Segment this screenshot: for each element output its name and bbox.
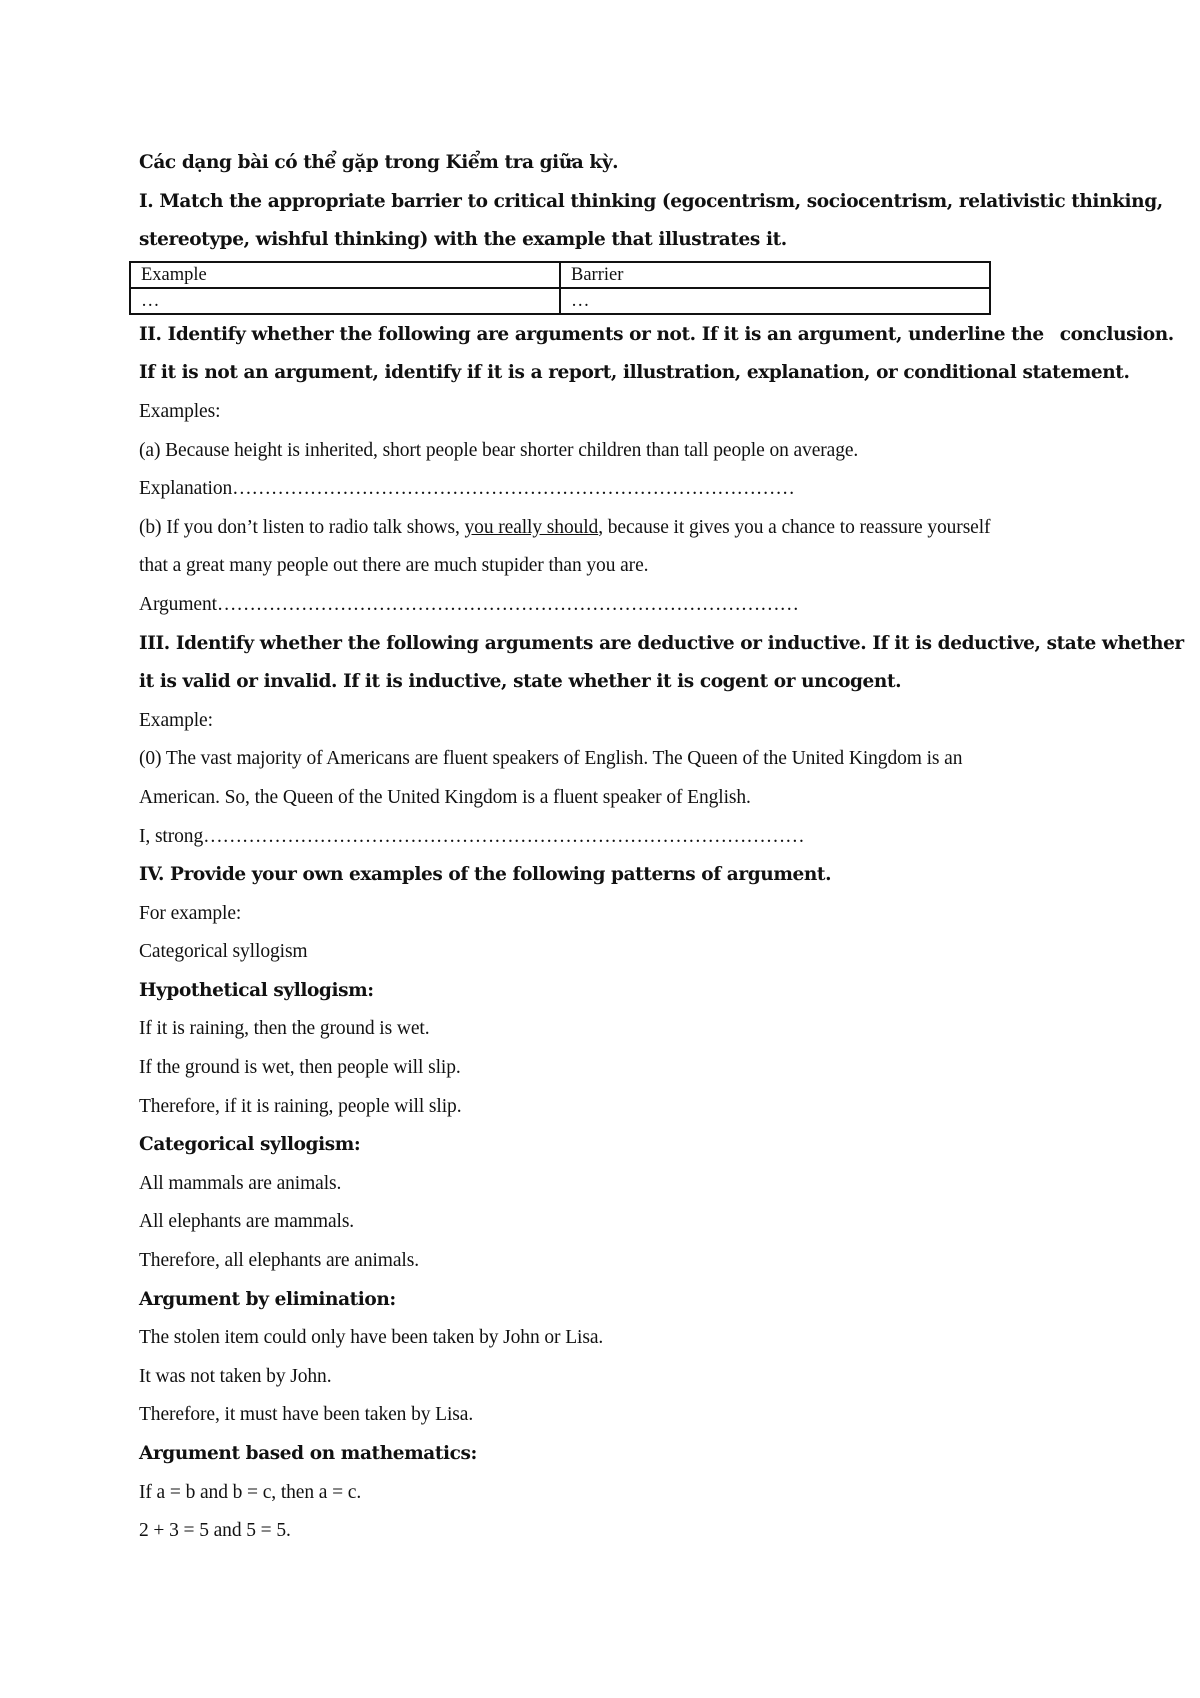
section4-first-pattern: Categorical syllogism — [139, 941, 308, 963]
section2-examples-label: Examples: — [139, 400, 221, 422]
example-b-pre: (b) If you don’t listen to radio talk shows, — [139, 516, 465, 538]
section4-heading: IV. Provide your own examples of the following patterns of argument. — [139, 864, 832, 886]
section2-heading-line1a: II. Identify whether the following are arguments or not. If it is an argument, underline the — [139, 323, 1044, 345]
section3-heading-line2: it is valid or invalid. If it is inductive, state whether it is cogent or uncogent. — [139, 671, 902, 693]
elimination-line: The stolen item could only have been taken by John or Lisa. — [139, 1327, 604, 1349]
document-content — [139, 144, 1184, 1551]
example-b-post: , because it gives you a chance to reassure yourself — [598, 516, 991, 538]
section2-heading-line2: If it is not an argument, identify if it is a report, illustration, explanation, or conditional statement. — [139, 362, 1130, 384]
section2-heading-line1 — [139, 316, 1174, 355]
elimination-line: It was not taken by John. — [139, 1365, 332, 1387]
table-cell-barrier: … — [560, 288, 990, 314]
mathematics-line: If a = b and b = c, then a = c. — [139, 1481, 362, 1503]
section4-for-example: For example: — [139, 902, 242, 924]
section3-example-label: Example: — [139, 709, 213, 731]
section3-answer: I, strong………………………………………………………………………………… — [139, 825, 805, 847]
table-header-barrier: Barrier — [560, 262, 990, 288]
document-title: Các dạng bài có thể gặp trong Kiểm tra giữa kỳ. — [139, 152, 619, 173]
hypothetical-heading: Hypothetical syllogism: — [139, 979, 374, 1001]
table-row — [130, 288, 990, 314]
section2-heading-line1b: conclusion. — [1059, 323, 1174, 345]
categorical-line: All mammals are animals. — [139, 1172, 342, 1194]
section2-example-b-line2: that a great many people out there are much stupider than you are. — [139, 555, 649, 577]
mathematics-line: 2 + 3 = 5 and 5 = 5. — [139, 1520, 291, 1542]
section2-example-a: (a) Because height is inherited, short people bear shorter children than tall people on average. — [139, 439, 859, 461]
barrier-table — [129, 261, 991, 315]
section2-answer-a: Explanation…………………………………………………………………………… — [139, 478, 795, 500]
categorical-line: All elephants are mammals. — [139, 1211, 355, 1233]
table-header-row — [130, 262, 990, 288]
categorical-heading: Categorical syllogism: — [139, 1134, 361, 1156]
table-header-example: Example — [130, 262, 560, 288]
hypothetical-line: If it is raining, then the ground is wet. — [139, 1018, 430, 1040]
section2-example-b — [139, 509, 1139, 548]
hypothetical-line: Therefore, if it is raining, people will slip. — [139, 1095, 462, 1117]
section3-example-line1: (0) The vast majority of Americans are fluent speakers of English. The Queen of the United Kingdom is an — [139, 748, 963, 770]
table-cell-example: … — [130, 288, 560, 314]
hypothetical-line: If the ground is wet, then people will slip. — [139, 1057, 461, 1079]
elimination-line: Therefore, it must have been taken by Lisa. — [139, 1404, 474, 1426]
section1-heading-line2: stereotype, wishful thinking) with the example that illustrates it. — [139, 229, 787, 251]
section3-heading-line1: III. Identify whether the following arguments are deductive or inductive. If it is deductive, state whether — [139, 632, 1184, 654]
section2-answer-b: Argument……………………………………………………………………………… — [139, 593, 799, 615]
categorical-line: Therefore, all elephants are animals. — [139, 1250, 419, 1272]
example-b-underlined-conclusion: you really should — [464, 516, 599, 538]
section1-heading-line1: I. Match the appropriate barrier to critical thinking (egocentrism, sociocentrism, relativistic thinking, — [139, 190, 1163, 212]
elimination-heading: Argument by elimination: — [139, 1288, 396, 1310]
section3-example-line2: American. So, the Queen of the United Kingdom is a fluent speaker of English. — [139, 786, 751, 808]
mathematics-heading: Argument based on mathematics: — [139, 1443, 477, 1464]
